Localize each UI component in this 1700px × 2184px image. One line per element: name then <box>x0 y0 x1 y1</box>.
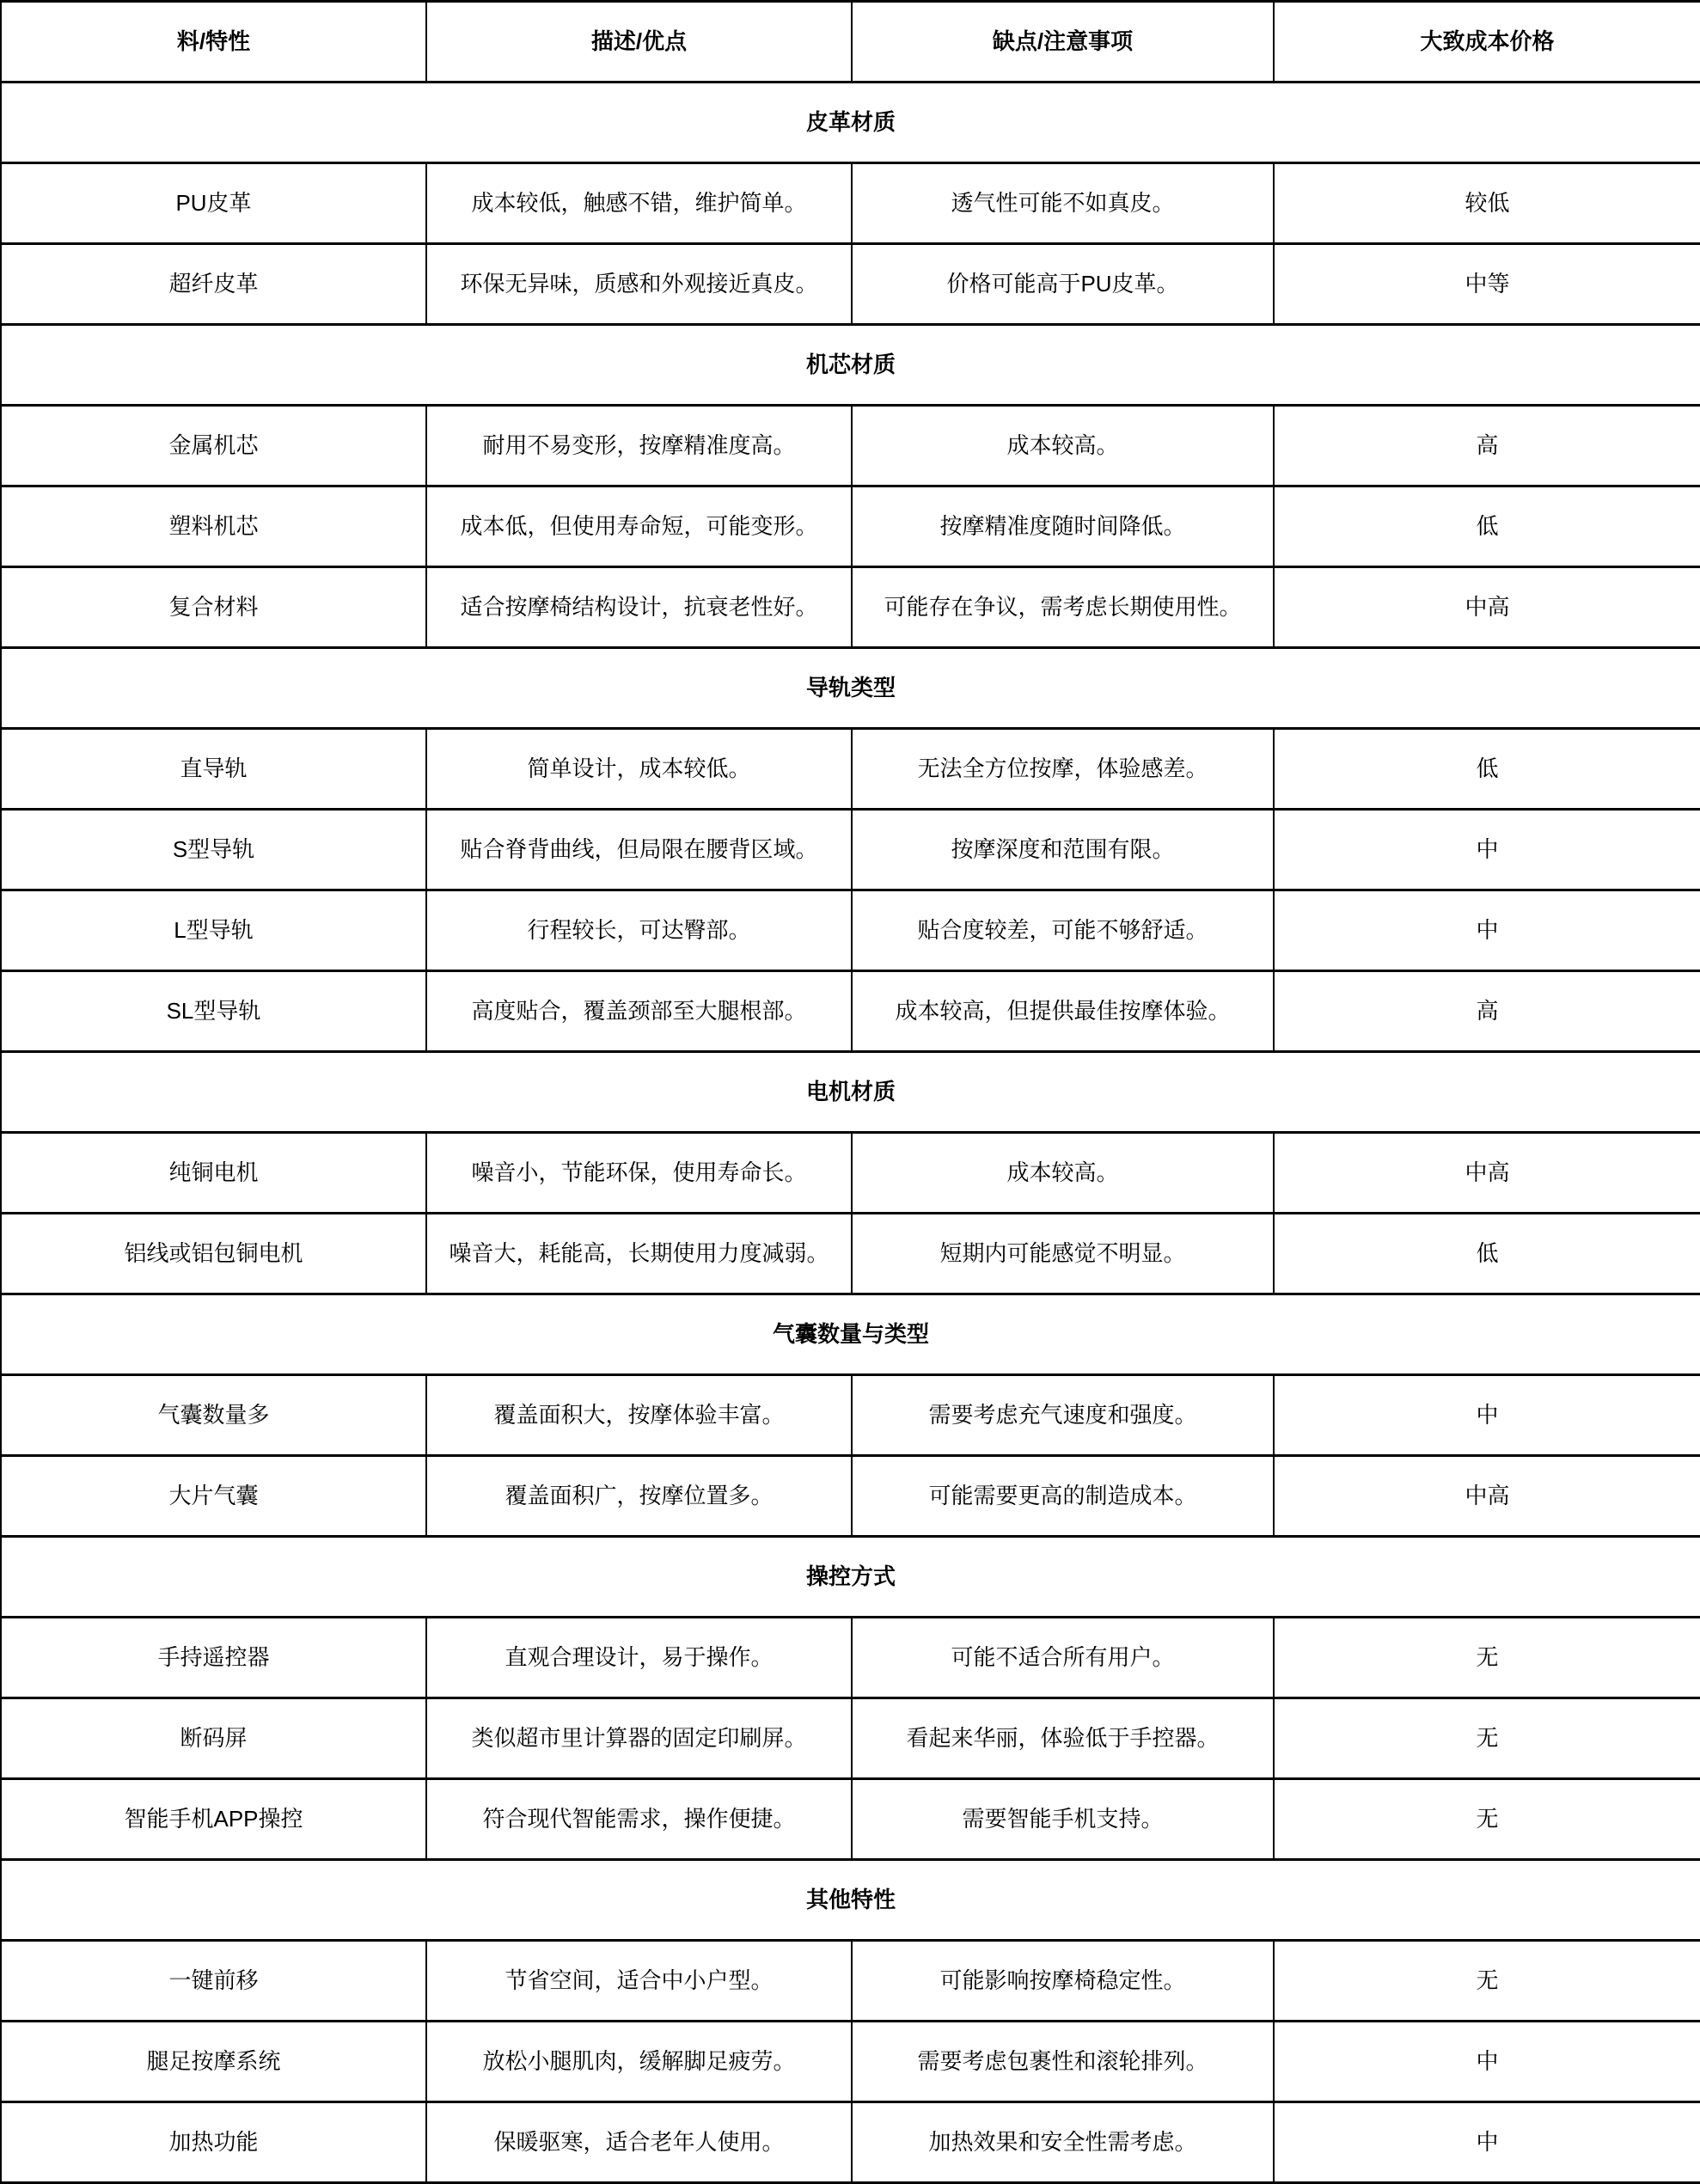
pros-cell: 覆盖面积大，按摩体验丰富。 <box>426 1375 852 1456</box>
cons-cell: 可能影响按摩椅稳定性。 <box>852 1941 1274 2022</box>
table-row <box>1 890 1700 971</box>
name-cell: 超纤皮革 <box>1 244 426 325</box>
cons-cell: 成本较高。 <box>852 406 1274 486</box>
price-cell: 中 <box>1274 2022 1700 2102</box>
section-title: 操控方式 <box>1 1537 1700 1618</box>
pros-cell: 噪音大，耗能高，长期使用力度减弱。 <box>426 1214 852 1294</box>
column-header-pros: 描述/优点 <box>426 2 852 83</box>
pros-cell: 贴合脊背曲线，但局限在腰背区域。 <box>426 810 852 890</box>
name-cell: 塑料机芯 <box>1 486 426 567</box>
price-cell: 低 <box>1274 486 1700 567</box>
pros-cell: 节省空间，适合中小户型。 <box>426 1941 852 2022</box>
name-cell: 直导轨 <box>1 729 426 810</box>
cons-cell: 成本较高。 <box>852 1133 1274 1214</box>
section-title: 其他特性 <box>1 1860 1700 1941</box>
section-title: 导轨类型 <box>1 648 1700 729</box>
table-row <box>1 1618 1700 1698</box>
price-cell: 中高 <box>1274 1456 1700 1537</box>
cons-cell: 按摩精准度随时间降低。 <box>852 486 1274 567</box>
cons-cell: 短期内可能感觉不明显。 <box>852 1214 1274 1294</box>
section-row <box>1 83 1700 163</box>
table-row <box>1 810 1700 890</box>
name-cell: 纯铜电机 <box>1 1133 426 1214</box>
column-header-cons: 缺点/注意事项 <box>852 2 1274 83</box>
table-row <box>1 1941 1700 2022</box>
price-cell: 无 <box>1274 1941 1700 2022</box>
price-cell: 较低 <box>1274 163 1700 244</box>
price-cell: 中 <box>1274 890 1700 971</box>
section-row <box>1 325 1700 406</box>
pros-cell: 成本较低，触感不错，维护简单。 <box>426 163 852 244</box>
name-cell: 断码屏 <box>1 1698 426 1779</box>
name-cell: S型导轨 <box>1 810 426 890</box>
name-cell: 气囊数量多 <box>1 1375 426 1456</box>
cons-cell: 看起来华丽，体验低于手控器。 <box>852 1698 1274 1779</box>
price-cell: 无 <box>1274 1698 1700 1779</box>
pros-cell: 噪音小，节能环保，使用寿命长。 <box>426 1133 852 1214</box>
cons-cell: 加热效果和安全性需考虑。 <box>852 2102 1274 2183</box>
cons-cell: 可能不适合所有用户。 <box>852 1618 1274 1698</box>
section-row <box>1 1860 1700 1941</box>
name-cell: 智能手机APP操控 <box>1 1779 426 1860</box>
header-row <box>1 2 1700 83</box>
table-row <box>1 1214 1700 1294</box>
section-title: 气囊数量与类型 <box>1 1294 1700 1375</box>
column-header-feature: 料/特性 <box>1 2 426 83</box>
section-row <box>1 648 1700 729</box>
name-cell: 金属机芯 <box>1 406 426 486</box>
name-cell: SL型导轨 <box>1 971 426 1052</box>
table-row <box>1 1456 1700 1537</box>
cons-cell: 价格可能高于PU皮革。 <box>852 244 1274 325</box>
table-row <box>1 406 1700 486</box>
pros-cell: 耐用不易变形，按摩精准度高。 <box>426 406 852 486</box>
price-cell: 低 <box>1274 1214 1700 1294</box>
table-row <box>1 729 1700 810</box>
pros-cell: 类似超市里计算器的固定印刷屏。 <box>426 1698 852 1779</box>
pros-cell: 放松小腿肌肉，缓解脚足疲劳。 <box>426 2022 852 2102</box>
pros-cell: 适合按摩椅结构设计，抗衰老性好。 <box>426 567 852 648</box>
price-cell: 中 <box>1274 810 1700 890</box>
cons-cell: 可能存在争议，需考虑长期使用性。 <box>852 567 1274 648</box>
section-title: 皮革材质 <box>1 83 1700 163</box>
table-row <box>1 2102 1700 2183</box>
table-row <box>1 2022 1700 2102</box>
section-row <box>1 1052 1700 1133</box>
cons-cell: 需要考虑包裹性和滚轮排列。 <box>852 2022 1274 2102</box>
cons-cell: 贴合度较差，可能不够舒适。 <box>852 890 1274 971</box>
name-cell: 一键前移 <box>1 1941 426 2022</box>
cons-cell: 透气性可能不如真皮。 <box>852 163 1274 244</box>
section-title: 机芯材质 <box>1 325 1700 406</box>
table-row <box>1 486 1700 567</box>
cons-cell: 需要考虑充气速度和强度。 <box>852 1375 1274 1456</box>
name-cell: 手持遥控器 <box>1 1618 426 1698</box>
pros-cell: 保暖驱寒，适合老年人使用。 <box>426 2102 852 2183</box>
pros-cell: 符合现代智能需求，操作便捷。 <box>426 1779 852 1860</box>
price-cell: 高 <box>1274 971 1700 1052</box>
pros-cell: 简单设计，成本较低。 <box>426 729 852 810</box>
table-row <box>1 1375 1700 1456</box>
table-row <box>1 567 1700 648</box>
table-row <box>1 971 1700 1052</box>
table-row <box>1 1698 1700 1779</box>
pros-cell: 环保无异味，质感和外观接近真皮。 <box>426 244 852 325</box>
price-cell: 中高 <box>1274 1133 1700 1214</box>
cons-cell: 无法全方位按摩，体验感差。 <box>852 729 1274 810</box>
cons-cell: 按摩深度和范围有限。 <box>852 810 1274 890</box>
pros-cell: 覆盖面积广，按摩位置多。 <box>426 1456 852 1537</box>
pros-cell: 高度贴合，覆盖颈部至大腿根部。 <box>426 971 852 1052</box>
table-row <box>1 1779 1700 1860</box>
price-cell: 低 <box>1274 729 1700 810</box>
price-cell: 无 <box>1274 1779 1700 1860</box>
price-cell: 中 <box>1274 1375 1700 1456</box>
name-cell: 复合材料 <box>1 567 426 648</box>
pros-cell: 成本低，但使用寿命短，可能变形。 <box>426 486 852 567</box>
pros-cell: 直观合理设计，易于操作。 <box>426 1618 852 1698</box>
pros-cell: 行程较长，可达臀部。 <box>426 890 852 971</box>
name-cell: L型导轨 <box>1 890 426 971</box>
section-row <box>1 1537 1700 1618</box>
name-cell: 铝线或铝包铜电机 <box>1 1214 426 1294</box>
cons-cell: 需要智能手机支持。 <box>852 1779 1274 1860</box>
column-header-price: 大致成本价格 <box>1274 2 1700 83</box>
price-cell: 中等 <box>1274 244 1700 325</box>
name-cell: PU皮革 <box>1 163 426 244</box>
price-cell: 中高 <box>1274 567 1700 648</box>
table-row <box>1 163 1700 244</box>
price-cell: 无 <box>1274 1618 1700 1698</box>
table-row <box>1 1133 1700 1214</box>
price-cell: 高 <box>1274 406 1700 486</box>
price-cell: 中 <box>1274 2102 1700 2183</box>
section-row <box>1 1294 1700 1375</box>
cons-cell: 可能需要更高的制造成本。 <box>852 1456 1274 1537</box>
name-cell: 加热功能 <box>1 2102 426 2183</box>
section-title: 电机材质 <box>1 1052 1700 1133</box>
name-cell: 腿足按摩系统 <box>1 2022 426 2102</box>
cons-cell: 成本较高，但提供最佳按摩体验。 <box>852 971 1274 1052</box>
name-cell: 大片气囊 <box>1 1456 426 1537</box>
table-row <box>1 244 1700 325</box>
